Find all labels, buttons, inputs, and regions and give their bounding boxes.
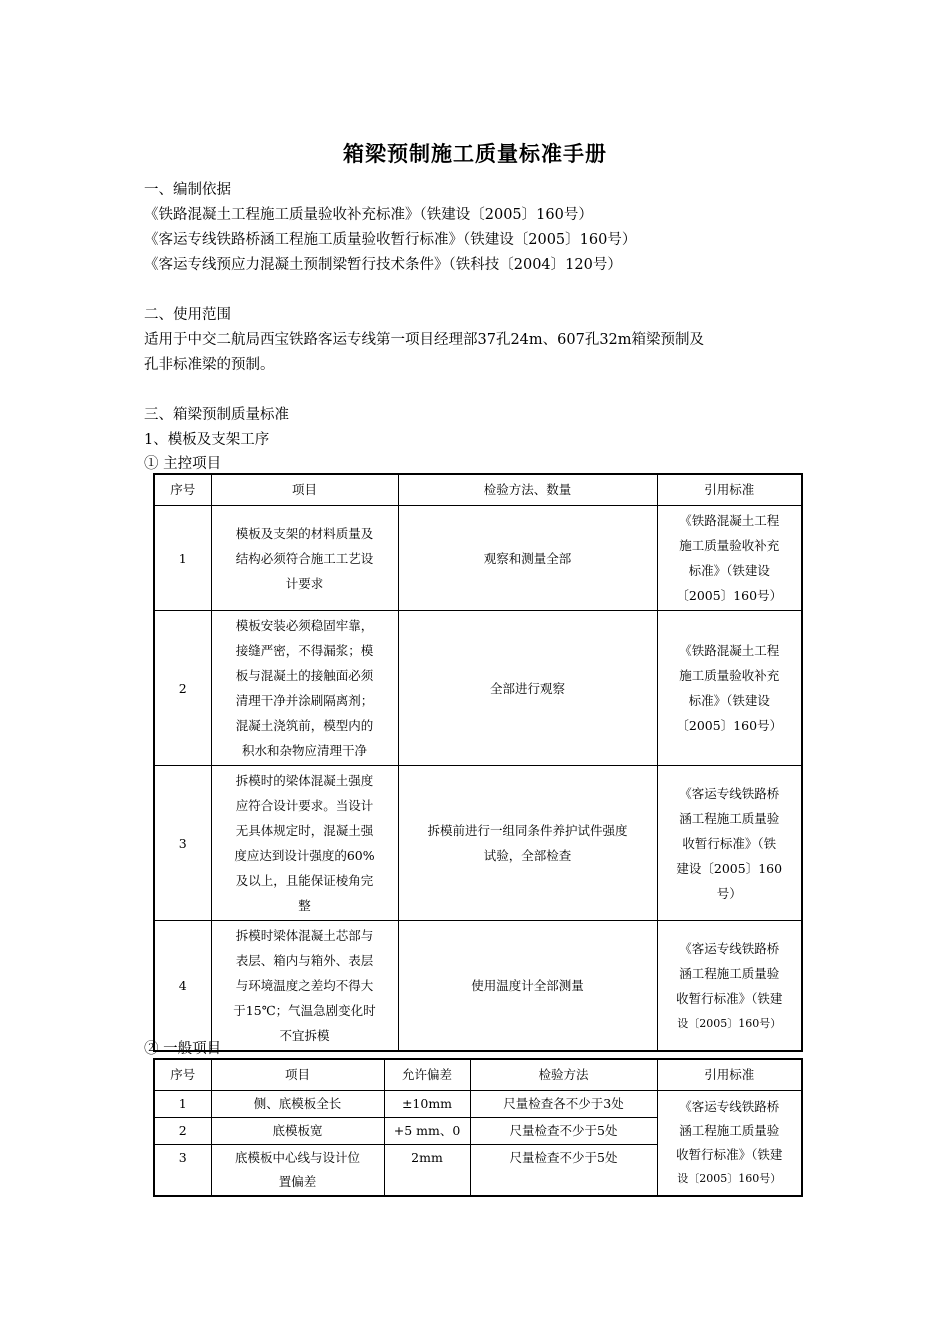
item-line: 不宜拆模 (279, 1028, 330, 1043)
main-control-table (153, 473, 803, 1052)
row-ref (657, 921, 802, 1052)
row-method: 尺量检查各不少于3处 (470, 1091, 657, 1118)
row-ref (657, 766, 802, 921)
item-line: 及以上，且能保证棱角完 (235, 873, 374, 888)
ref-line: 施工质量验收补充 (679, 538, 780, 553)
row-no: 2 (154, 1118, 211, 1145)
ref-line: 〔2005〕160号） (676, 588, 783, 603)
general-items-table (153, 1058, 803, 1197)
item-line: 结构必须符合施工工艺设 (235, 550, 374, 566)
row-tolerance: 2mm (384, 1145, 470, 1197)
ref-line: 号） (716, 885, 742, 901)
table-row (154, 611, 802, 766)
row-no: 3 (154, 766, 211, 921)
scope-line-2: 孔非标准梁的预制。 (144, 357, 275, 373)
row-method (398, 921, 657, 1052)
row-item (211, 1145, 384, 1197)
scope-line-1: 适用于中交二航局西宝铁路客运专线第一项目经理部37孔24m、607孔32m箱梁预制及 (144, 332, 705, 348)
item-line: 混凝土浇筑前，模型内的 (235, 718, 374, 733)
row-tolerance: ±10mm (384, 1091, 470, 1118)
row-ref (657, 1091, 802, 1197)
item-line: 接缝严密，不得漏浆；模 (235, 643, 374, 658)
ref-line: 施工质量验收补充 (679, 668, 780, 683)
item-line: 模板安装必须稳固牢靠， (235, 618, 374, 633)
ref-line: 《铁路混凝土工程 (679, 643, 780, 658)
table-row (154, 506, 802, 611)
row-no: 1 (154, 1091, 211, 1118)
ref-line: 涵工程施工质量验 (679, 965, 780, 981)
method-line: 全部进行观察 (489, 680, 565, 696)
ref-line: 〔2005〕160号） (676, 718, 783, 733)
ref-line: 建设〔2005〕160 (676, 860, 783, 876)
item-line: 度应达到设计强度的60% (234, 848, 375, 863)
method-line: 观察和测量全部 (483, 550, 572, 566)
method-line: 拆模前进行一组同条件养护试件强度 (427, 823, 628, 838)
ref-line: 收暂行标准》（铁建 (676, 990, 783, 1006)
ref-line: 《客运专线铁路桥 (679, 940, 780, 956)
main-items-heading: ① 主控项目 (144, 456, 222, 472)
table-row (154, 921, 802, 1052)
table-header-row (154, 474, 802, 506)
method-line: 试验，全部检查 (483, 848, 572, 863)
item-line: 表层、箱内与箱外、表层 (235, 953, 374, 968)
item-line: 清理干净并涂刷隔离剂； (235, 693, 374, 708)
ref-line: 《客运专线铁路桥 (679, 785, 780, 801)
item-line: 应符合设计要求。当设计 (235, 798, 374, 813)
table-header-row (154, 1059, 802, 1091)
row-item (211, 506, 398, 611)
row-ref (657, 611, 802, 766)
header-method: 检验方法、数量 (398, 474, 657, 506)
ref-line: 标准》（铁建设 (688, 563, 770, 578)
row-no: 2 (154, 611, 211, 766)
ref-line: 《客运专线铁路桥 (679, 1099, 780, 1114)
row-item (211, 611, 398, 766)
basis-item-2: 《客运专线铁路桥涵工程施工质量验收暂行标准》（铁建设〔2005〕160号） (144, 232, 637, 248)
header-method: 检验方法 (470, 1059, 657, 1091)
row-method (398, 766, 657, 921)
item-line: 无具体规定时，混凝土强 (235, 823, 374, 838)
row-tolerance: +5 mm、0 (384, 1118, 470, 1145)
ref-line: 设〔2005〕160号） (677, 1172, 782, 1185)
section-heading-basis: 一、编制依据 (144, 182, 231, 198)
item-line: 于15℃；气温急剧变化时 (233, 1003, 376, 1018)
row-method (398, 506, 657, 611)
item-line: 整 (298, 898, 311, 913)
header-item: 项目 (211, 474, 398, 506)
header-ref: 引用标准 (657, 1059, 802, 1091)
header-no: 序号 (154, 1059, 211, 1091)
header-no: 序号 (154, 474, 211, 506)
item-line: 底模板中心线与设计位 (234, 1150, 360, 1165)
header-tolerance: 允许偏差 (384, 1059, 470, 1091)
ref-line: 标准》（铁建设 (688, 693, 770, 708)
ref-line: 涵工程施工质量验 (679, 810, 780, 826)
item-line: 板与混凝土的接触面必须 (235, 668, 374, 683)
row-item (211, 766, 398, 921)
item-line: 与环境温度之差均不得大 (235, 978, 374, 993)
page-title: 箱梁预制施工质量标准手册 (343, 141, 607, 166)
row-item: 底模板宽 (211, 1118, 384, 1145)
section-heading-scope: 二、使用范围 (144, 307, 231, 323)
item-line: 计要求 (285, 575, 324, 591)
row-method (398, 611, 657, 766)
ref-line: 设〔2005〕160号） (677, 1016, 782, 1030)
row-method: 尺量检查不少于5处 (470, 1145, 657, 1197)
item-line: 置偏差 (278, 1174, 317, 1189)
basis-item-1: 《铁路混凝土工程施工质量验收补充标准》（铁建设〔2005〕160号） (144, 207, 593, 223)
section-heading-standards: 三、箱梁预制质量标准 (144, 407, 289, 423)
item-line: 模板及支架的材料质量及 (235, 525, 374, 541)
row-item: 侧、底模板全长 (211, 1091, 384, 1118)
row-method: 尺量检查不少于5处 (470, 1118, 657, 1145)
table-row (154, 766, 802, 921)
ref-line: 《铁路混凝土工程 (679, 513, 780, 528)
row-ref (657, 506, 802, 611)
table-row (154, 1091, 802, 1118)
general-items-heading: ② 一般项目 (144, 1041, 222, 1057)
header-item: 项目 (211, 1059, 384, 1091)
method-line: 使用温度计全部测量 (471, 978, 584, 993)
subsection-formwork: 1、模板及支架工序 (144, 432, 270, 448)
item-line: 拆模时梁体混凝土芯部与 (235, 928, 374, 943)
row-item (211, 921, 398, 1052)
item-line: 拆模时的梁体混凝土强度 (235, 773, 374, 788)
row-no: 3 (154, 1145, 211, 1197)
item-line: 积水和杂物应清理干净 (241, 743, 367, 758)
row-no: 1 (154, 506, 211, 611)
header-ref: 引用标准 (657, 474, 802, 506)
ref-line: 收暂行标准》（铁 (682, 835, 777, 851)
row-no: 4 (154, 921, 211, 1052)
ref-line: 收暂行标准》（铁建 (676, 1147, 783, 1162)
ref-line: 涵工程施工质量验 (679, 1123, 780, 1138)
basis-item-3: 《客运专线预应力混凝土预制梁暂行技术条件》（铁科技〔2004〕120号） (144, 257, 622, 273)
